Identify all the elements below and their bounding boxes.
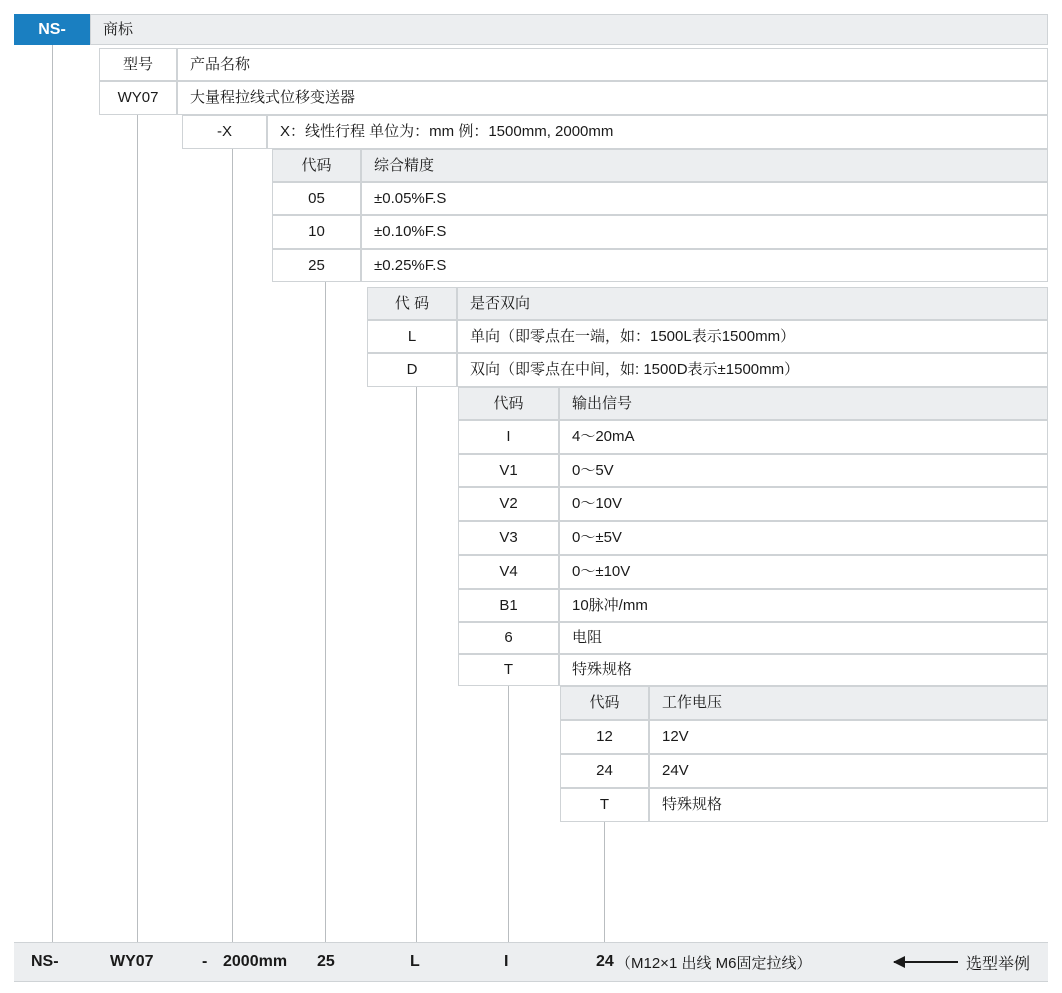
direction-code-header: 代 码: [394, 294, 430, 312]
connector-line-direction: [416, 387, 417, 942]
accuracy-value-header-cell: [361, 149, 1048, 182]
output-code-cell-0: [458, 420, 559, 454]
output-code-1: V1: [499, 461, 518, 479]
stroke-code: -X: [217, 123, 232, 140]
output-value-0: 4～20mA: [572, 428, 635, 445]
output-code-7: T: [503, 661, 514, 678]
direction-code-header-cell: [367, 287, 457, 320]
direction-value-0: 单向（即零点在一端，如：1500L表示1500mm）: [470, 327, 796, 345]
example-bar: [14, 942, 1048, 982]
voltage-value-1: 24V: [662, 762, 689, 779]
output-value-header: 输出信号: [572, 394, 633, 412]
output-code-cell-2: [458, 487, 559, 521]
output-value-cell-4: [559, 555, 1048, 589]
example-note: （M12×1 出线 M6固定拉线）: [616, 954, 812, 972]
voltage-code-2: T: [599, 796, 610, 813]
output-code-cell-7: [458, 654, 559, 686]
connector-line-brand: [52, 44, 53, 942]
output-value-cell-2: [559, 487, 1048, 521]
voltage-value-2: 特殊规格: [662, 796, 723, 813]
model-header-cell: [99, 48, 177, 81]
output-code-3: V3: [499, 529, 518, 546]
example-voltage: 24: [596, 953, 614, 970]
accuracy-code-2: 25: [308, 256, 325, 274]
output-value-5: 10脉冲/mm: [572, 596, 648, 614]
example-dash: -: [202, 953, 208, 970]
accuracy-value-header: 综合精度: [374, 156, 435, 174]
output-value-cell-6: [559, 622, 1048, 654]
connector-line-accuracy: [325, 282, 326, 942]
example-stroke: 2000mm: [223, 953, 288, 970]
connector-line-model: [137, 115, 138, 942]
example-arrow-group: [894, 951, 1030, 974]
example-accuracy: 25: [317, 953, 335, 970]
output-code-cell-5: [458, 589, 559, 622]
direction-code-cell-1: [367, 353, 457, 387]
direction-code-cell-0: [367, 320, 457, 353]
output-code-cell-1: [458, 454, 559, 487]
connector-line-stroke: [232, 149, 233, 942]
accuracy-code-1: 10: [308, 223, 325, 240]
output-value-header-cell: [559, 387, 1048, 420]
accuracy-code-cell-1: [272, 215, 361, 249]
connector-line-output: [508, 686, 509, 942]
output-code-header: 代码: [493, 394, 524, 412]
model-code: WY07: [117, 89, 159, 106]
direction-value-header: 是否双向: [470, 294, 531, 312]
output-code-cell-6: [458, 622, 559, 654]
stroke-code-cell: [182, 115, 267, 149]
product-name-header-cell: [177, 48, 1048, 81]
output-code-2: V2: [499, 495, 518, 512]
output-code-4: V4: [499, 563, 518, 580]
output-code-cell-4: [458, 555, 559, 589]
example-output: I: [504, 953, 509, 970]
output-value-1: 0～5V: [572, 461, 614, 479]
output-code-header-cell: [458, 387, 559, 420]
accuracy-value-0: ±0.05%F.S: [374, 189, 447, 207]
accuracy-value-cell-0: [361, 182, 1048, 215]
accuracy-code-header: 代码: [301, 156, 332, 174]
accuracy-code-0: 05: [308, 189, 325, 207]
output-value-cell-0: [559, 420, 1048, 454]
accuracy-code-header-cell: [272, 149, 361, 182]
voltage-code-header: 代码: [589, 694, 620, 711]
voltage-code-cell-0: [560, 720, 649, 754]
output-value-7: 特殊规格: [572, 661, 633, 678]
brand-code-cell: [14, 14, 90, 45]
voltage-code-cell-2: [560, 788, 649, 822]
voltage-value-header: 工作电压: [662, 694, 723, 711]
output-value-6: 电阻: [572, 629, 603, 646]
stroke-desc-cell: [267, 115, 1048, 149]
voltage-code-cell-1: [560, 754, 649, 788]
output-code-5: B1: [499, 596, 518, 614]
voltage-value-cell-1: [649, 754, 1048, 788]
voltage-value-cell-2: [649, 788, 1048, 822]
voltage-code-header-cell: [560, 686, 649, 720]
direction-value-cell-0: [457, 320, 1048, 353]
example-model: WY07: [110, 953, 154, 970]
example-arrow-label: 选型举例: [966, 955, 1031, 973]
output-value-cell-3: [559, 521, 1048, 555]
product-name: 大量程拉线式位移变送器: [190, 89, 356, 106]
example-direction: L: [410, 953, 420, 970]
output-value-cell-1: [559, 454, 1048, 487]
direction-value-header-cell: [457, 287, 1048, 320]
example-brand: NS-: [31, 953, 59, 970]
output-code-6: 6: [504, 629, 513, 646]
direction-value-cell-1: [457, 353, 1048, 387]
accuracy-value-cell-1: [361, 215, 1048, 249]
accuracy-value-cell-2: [361, 249, 1048, 282]
output-value-4: 0～±10V: [572, 563, 631, 580]
connector-line-voltage: [604, 822, 605, 942]
voltage-code-1: 24: [596, 762, 613, 779]
product-name-cell: [177, 81, 1048, 115]
output-value-2: 0～10V: [572, 495, 623, 512]
left-arrow-icon: [894, 961, 958, 963]
brand-label-cell: [90, 14, 1048, 45]
output-code-cell-3: [458, 521, 559, 555]
output-code-0: I: [506, 428, 511, 445]
output-value-cell-7: [559, 654, 1048, 686]
brand-code: NS-: [38, 20, 66, 38]
voltage-code-0: 12: [596, 728, 613, 745]
accuracy-value-2: ±0.25%F.S: [374, 256, 447, 274]
voltage-value-0: 12V: [662, 728, 689, 745]
voltage-value-cell-0: [649, 720, 1048, 754]
output-value-cell-5: [559, 589, 1048, 622]
model-code-cell: [99, 81, 177, 115]
accuracy-code-cell-0: [272, 182, 361, 215]
product-name-header: 产品名称: [190, 55, 251, 73]
accuracy-code-cell-2: [272, 249, 361, 282]
model-header: 型号: [122, 55, 153, 73]
brand-label: 商标: [103, 20, 134, 38]
voltage-value-header-cell: [649, 686, 1048, 720]
accuracy-value-1: ±0.10%F.S: [374, 223, 447, 240]
direction-value-1: 双向（即零点在中间，如: 1500D表示±1500mm）: [470, 361, 800, 378]
output-value-3: 0～±5V: [572, 529, 622, 546]
direction-code-0: L: [407, 327, 417, 345]
direction-code-1: D: [406, 361, 418, 378]
stroke-desc: X：线性行程 单位为：mm 例：1500mm, 2000mm: [280, 123, 614, 140]
